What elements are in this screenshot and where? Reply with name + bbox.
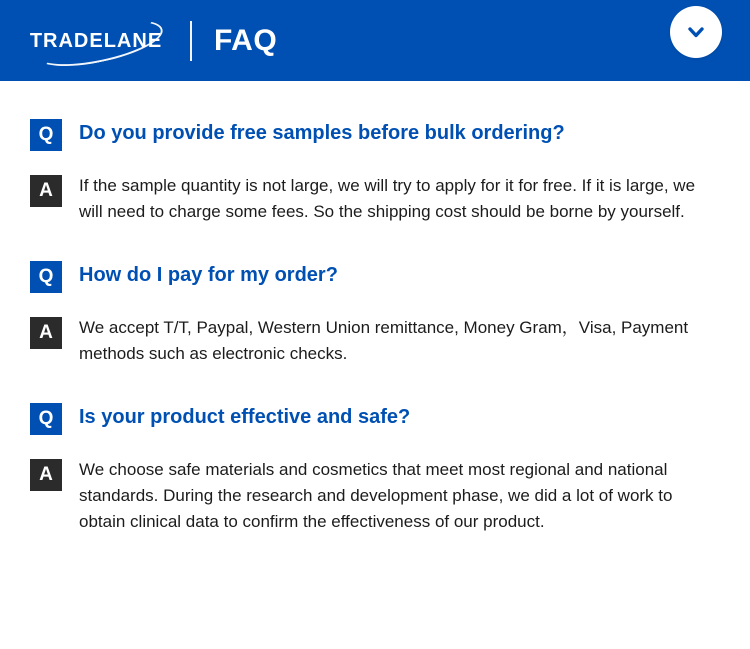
answer-row bbox=[30, 315, 720, 367]
question-row[interactable] bbox=[30, 117, 720, 151]
question-marker: Q bbox=[30, 403, 62, 435]
answer-text: We choose safe materials and cosmetics that meet most regional and national standards. During the research and development phase, we did a lot of work to obtain clinical data to confirm the effectiveness of our product. bbox=[79, 460, 673, 531]
question-row[interactable] bbox=[30, 259, 720, 293]
brand-lockup bbox=[26, 0, 277, 81]
answer-marker: A bbox=[30, 459, 62, 491]
faq-item[interactable] bbox=[0, 259, 750, 367]
page-title: FAQ bbox=[214, 23, 278, 57]
answer-text: If the sample quantity is not large, we will try to apply for it for free. If it is large, we will need to charge some fees. So the shipping cost should be borne by yourself. bbox=[79, 176, 696, 221]
faq-item[interactable] bbox=[0, 117, 750, 225]
question-text: Is your product effective and safe? bbox=[79, 406, 411, 428]
question-text: How do I pay for my order? bbox=[79, 264, 338, 286]
chevron-down-icon[interactable] bbox=[670, 6, 722, 58]
logo-text: TRADELANE bbox=[29, 29, 163, 52]
question-marker: Q bbox=[30, 119, 62, 151]
page-header bbox=[0, 0, 750, 81]
question-marker: Q bbox=[30, 261, 62, 293]
question-row[interactable] bbox=[30, 401, 720, 435]
faq-item[interactable] bbox=[0, 401, 750, 535]
answer-row bbox=[30, 457, 720, 535]
question-text: Do you provide free samples before bulk ordering? bbox=[79, 122, 565, 144]
answer-text: We accept T/T, Paypal, Western Union remittance, Money Gram，Visa, Payment methods such as electronic checks. bbox=[79, 318, 689, 363]
header-divider bbox=[190, 21, 192, 61]
tradelane-logo bbox=[26, 20, 166, 62]
answer-marker: A bbox=[30, 175, 62, 207]
answer-marker: A bbox=[30, 317, 62, 349]
answer-row bbox=[30, 173, 720, 225]
faq-list bbox=[0, 81, 750, 535]
